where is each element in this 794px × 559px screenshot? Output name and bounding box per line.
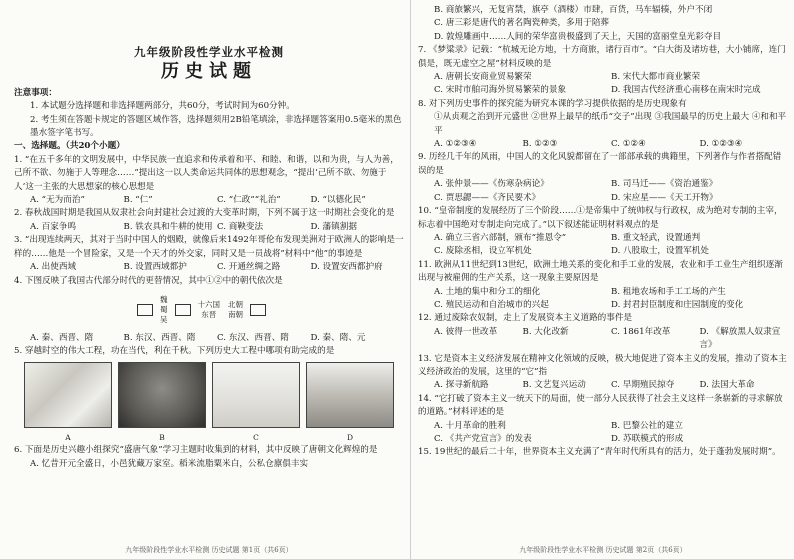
map-image xyxy=(24,362,112,428)
question-11: 11. 欧洲从11世纪到13世纪，欧洲土地关系的变化和手工业的发展，农业和手工业生产组织逐渐出现与被雇佣的生产关系，这一现象主要原因是 xyxy=(418,259,783,284)
page-footer-right: 九年级阶段性学业水平检测 历史试题 第2页（共6页） xyxy=(519,545,687,554)
option: C. 废除丞相，设立军机处 xyxy=(434,246,532,257)
section-heading: 一、选择题。（共20个小题） xyxy=(14,141,125,152)
option: A. 十月革命的胜利 xyxy=(434,420,506,431)
exam-title: 历史试题 xyxy=(161,61,257,83)
page-footer-left: 九年级阶段性学业水平检测 历史试题 第1页（共6页） xyxy=(125,545,293,554)
option: C. ①②④ xyxy=(611,139,646,150)
option: D. 八股取士，设置军机处 xyxy=(611,246,709,257)
question-12-options xyxy=(418,326,788,353)
option: C. 早期殖民掠夺 xyxy=(611,380,675,391)
option: D. 法国大革命 xyxy=(699,380,755,391)
diagram-box-1 xyxy=(137,304,153,316)
question-8-items: ①从贞观之治到开元盛世 ②世界上最早的纸币“交子”出现 ③我国最早的历史上最大 ④和和平平 xyxy=(434,112,787,136)
option: A. 张仲景——《伤寒杂病论》 xyxy=(434,179,549,190)
option: A. 探寻新航路 xyxy=(434,380,489,391)
option: B. “仁” xyxy=(123,195,153,206)
question-13-options xyxy=(418,379,788,392)
option: D. “以德化民” xyxy=(310,195,366,206)
option: D. 设置安西都护府 xyxy=(310,262,383,273)
question-5: 5. 穿越时空的伟大工程，功在当代，利在千秋。下列历史大工程中哪项有助完成的是 xyxy=(14,346,335,357)
option: C. 开通丝绸之路 xyxy=(217,262,281,273)
question-1-options xyxy=(14,194,404,207)
question-6-option-d: D. 敦煌雕画中……人间的荣华富贵极盛到了天上，天国的富丽堂皇光彩夺目 xyxy=(434,31,722,42)
diagram-box-3 xyxy=(250,304,266,316)
option: B. 宋代大都市商业繁荣 xyxy=(611,72,701,83)
question-6-option-c: C. 唐三彩是唐代的著名陶瓷种类，多用于陪葬 xyxy=(434,18,610,29)
question-15: 15. 19世纪的最后二十年，世界资本主义充满了“青年时代所具有的活力，处于蓬勃发展时期”。 xyxy=(418,447,781,458)
option: A. 彼得一世改革 xyxy=(434,326,498,337)
option: D. 我国古代经济重心南移在南宋时完成 xyxy=(611,85,761,96)
option: B. ①②③ xyxy=(522,139,558,150)
option: D. 《解放黑人奴隶宣言》 xyxy=(699,326,781,351)
option: C. 宋时市舶司海外贸易繁荣的景象 xyxy=(434,85,567,96)
note-2: 2. 考生须在答题卡规定的答题区域作答，选择题须用2B铅笔填涂，非选择题答案用0.5毫米的黑色墨水签字笔书写。 xyxy=(30,114,402,139)
note-1: 1. 本试题分选择题和非选择题两部分，共60分，考试时间为60分钟。 xyxy=(30,101,295,112)
question-11-options xyxy=(418,286,788,313)
option: D. 苏联模式的形成 xyxy=(611,434,684,444)
option: B. 设置西域都护 xyxy=(123,262,187,273)
question-2-options xyxy=(14,221,404,234)
question-4: 4. 下图反映了我国古代部分时代的更替情况，其中①②中的朝代依次是 xyxy=(14,275,283,286)
left-page xyxy=(14,0,404,559)
option: A. ①②③④ xyxy=(434,139,477,150)
question-14: 14. “它打破了资本主义一统天下的局面，使一部分人民获得了社会主义这样一条崭新的寻求解放的道路。”材料评述的是 xyxy=(418,393,783,418)
option: A. “无为而治” xyxy=(30,195,85,206)
dynasty-diagram xyxy=(14,288,404,332)
page-divider xyxy=(410,0,411,559)
option: B. 大化改新 xyxy=(522,326,569,337)
question-12: 12. 通过废除农奴制，走上了发展资本主义道路的事件是 xyxy=(418,313,633,324)
diagram-box-2 xyxy=(175,304,191,316)
option: B. 重文轻武，设置通判 xyxy=(611,232,701,243)
option: A. 出使西域 xyxy=(30,262,77,273)
question-7-options xyxy=(418,71,788,98)
diagram-middle: 十六国 东晋 xyxy=(197,299,220,319)
option: D. 封君封臣制度和庄园制度的变化 xyxy=(611,299,744,310)
question-8: 8. 对下列历史事件的探究能为研究本课的学习提供依据的是历史现象有 xyxy=(418,98,687,109)
bridge-photo xyxy=(306,362,394,428)
question-8-options xyxy=(418,138,788,151)
question-5-images xyxy=(24,362,404,428)
option: C. 贾思勰——《齐民要术》 xyxy=(434,192,541,203)
option: D. 宋应星——《天工开物》 xyxy=(611,192,718,203)
option: B. 租地农场和手工工场的产生 xyxy=(611,286,726,297)
option: C. “仁政”“礼治” xyxy=(217,195,281,206)
question-10: 10. “皇帝制度的发展经历了三个阶段……①是帝集中了统帅权与行政权，成为绝对专制的主宰，标志着中国绝对专制走向完成了。”以下叙述能证明材料观点的是 xyxy=(418,206,783,230)
option: B. 文艺复兴运动 xyxy=(522,380,586,391)
option: B. 东汉、西晋、隋 xyxy=(123,332,196,343)
grotto-photo xyxy=(118,362,206,428)
option: D. ①②③④ xyxy=(699,139,743,150)
question-3: 3. “出现连续两天，其对于当时中国人的烟殿，就像后来1492年哥伦布发现美洲对于欧洲人的影响是一样的……他是一个冒险家，又是一个天才的外交家，同时又是一员战将”材料中“他”的事迹是 xyxy=(14,235,404,259)
question-4-options xyxy=(14,332,404,345)
option: B. 巴黎公社的建立 xyxy=(611,420,683,431)
question-2: 2. 春秋战国时期是我国从奴隶社会向封建社会过渡的大变革时期，下列不属于这一时期社会变化的是 xyxy=(14,208,395,219)
option: A. 确立三省六部制，颁布“推恩令” xyxy=(434,232,567,243)
diagram-three-kingdoms: 魏 蜀 吴 xyxy=(160,294,168,324)
question-3-options xyxy=(14,261,404,274)
route-map-image xyxy=(212,362,300,428)
question-6: 6. 下面是历史兴趣小组探究“盛唐气象”学习主题时收集到的材料，其中反映了唐朝文化辉煌的是 xyxy=(14,445,378,456)
question-9: 9. 历经几千年的风雨，中国人的文化风貌都留在了一部部承载的典籍里，下列著作与作者搭配错误的是 xyxy=(418,152,782,176)
option: A. 百家争鸣 xyxy=(30,221,77,232)
question-5-image-labels: A B C D xyxy=(65,432,353,442)
question-13: 13. 它是资本主义经济发展在精神文化领域的反映，极大地促进了资本主义的发展，推动了资本主义经济政治的发展，这里的“它”指 xyxy=(418,353,787,377)
option: D. 秦、隋、元 xyxy=(310,332,366,343)
option: C. 商鞅变法 xyxy=(217,221,264,232)
option: C. 《共产党宣言》的发表 xyxy=(434,434,532,444)
question-14-options xyxy=(418,420,788,447)
option: C. 东汉、西晋、隋 xyxy=(217,332,289,343)
question-1: 1. “在五千多年的文明发展中，中华民族一直追求和传承着和平、和睦、和谐，以和为贵，与人为善，己所不欲、勿施于人等理念……”提出这一以人类命运共同体的思想观念，“提出‘己所不欲、勿施于人’这一主张的大思想家的核心思想是 xyxy=(14,154,399,192)
right-page xyxy=(418,0,788,559)
option: A. 土地的集中和分工的细化 xyxy=(434,286,541,297)
option: B. 司马迁——《资治通鉴》 xyxy=(611,179,718,190)
option: C. 殖民运动和自治城市的兴起 xyxy=(434,299,549,310)
question-6-option-b: B. 商旅繁兴，无复宵禁，旗亭（酒楼）市肆，百货，马车辐辏，外户不闭 xyxy=(434,5,713,15)
question-10-options xyxy=(418,232,788,259)
option: A. 秦、西晋、隋 xyxy=(30,332,94,343)
option: A. 唐朝长安商业贸易繁荣 xyxy=(434,72,532,83)
question-6-option-a: A. 忆昔开元全盛日，小邑犹藏万家室。稻米流脂粟米白，公私仓廪俱丰实 xyxy=(30,458,309,469)
question-7: 7. 《梦粱录》记载：“杭城无论方地，十方商旅，诸行百市”。“白大街及诸坊巷，大小铺席，连门俱是，既无虚空之屋”材料反映的是 xyxy=(418,45,786,69)
diagram-north-south: 北朝 南朝 xyxy=(228,299,243,319)
option: D. 藩镇割据 xyxy=(310,221,357,232)
question-9-options xyxy=(418,178,788,205)
option: B. 铁农具和牛耕的使用 xyxy=(123,221,213,232)
option: C. 1861年改革 xyxy=(611,326,671,337)
exam-subtitle: 九年级阶段性学业水平检测 xyxy=(134,45,284,59)
notes-heading: 注意事项： xyxy=(14,87,57,98)
